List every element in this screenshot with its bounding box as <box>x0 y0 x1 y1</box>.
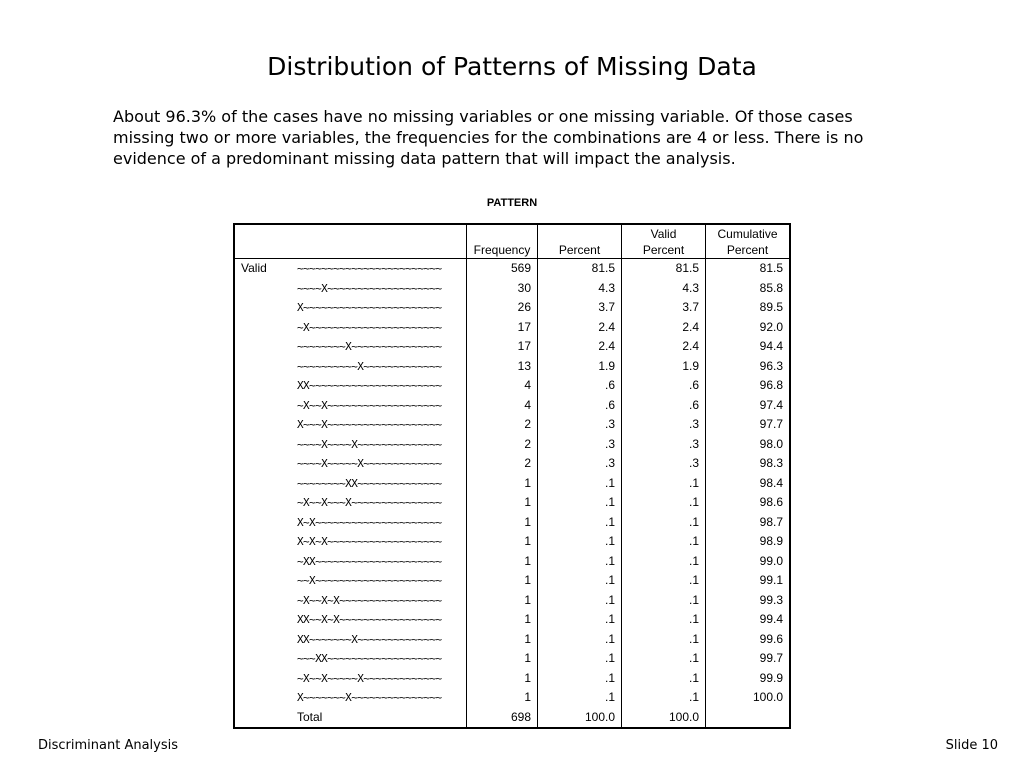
slide-title: Distribution of Patterns of Missing Data <box>267 52 757 81</box>
table-row <box>234 513 790 533</box>
row-cumulative-percent: 99.3 <box>706 591 791 611</box>
row-frequency: 2 <box>467 454 538 474</box>
row-label <box>234 279 291 299</box>
row-label <box>234 630 291 650</box>
row-cumulative-percent: 98.7 <box>706 513 791 533</box>
header-cumulative-percent <box>706 224 791 259</box>
row-frequency: 569 <box>467 259 538 279</box>
row-cumulative-percent: 99.6 <box>706 630 791 650</box>
row-pattern: ~~~XX~~~~~~~~~~~~~~~~~~~ <box>297 652 442 666</box>
total-label: Total <box>297 709 323 724</box>
row-frequency: 1 <box>467 591 538 611</box>
row-cumulative-percent: 85.8 <box>706 279 791 299</box>
row-label <box>234 493 291 513</box>
footer-slide-number: Slide 10 <box>945 738 998 753</box>
row-pattern: ~~~~X~~~~~X~~~~~~~~~~~~~ <box>297 457 442 471</box>
row-pattern: ~~~~X~~~~~~~~~~~~~~~~~~~ <box>297 281 442 295</box>
table-row <box>234 396 790 416</box>
row-valid-percent: .1 <box>622 493 706 513</box>
row-cumulative-percent: 98.0 <box>706 435 791 455</box>
table-row <box>234 630 790 650</box>
row-label <box>234 532 291 552</box>
row-label <box>234 318 291 338</box>
row-pattern: XX~~~~~~~X~~~~~~~~~~~~~~ <box>297 632 442 646</box>
row-cumulative-percent: 99.0 <box>706 552 791 572</box>
row-percent: .6 <box>538 396 622 416</box>
header-empty-label <box>234 224 291 259</box>
row-valid-percent: 3.7 <box>622 298 706 318</box>
row-valid-percent: 81.5 <box>622 259 706 279</box>
row-label: Valid <box>241 261 267 276</box>
row-percent: 3.7 <box>538 298 622 318</box>
row-valid-percent: .1 <box>622 552 706 572</box>
row-valid-percent: .1 <box>622 610 706 630</box>
row-pattern: ~~~~X~~~~X~~~~~~~~~~~~~~ <box>297 437 442 451</box>
row-pattern: X~X~~~~~~~~~~~~~~~~~~~~~ <box>297 515 442 529</box>
total-valid-percent: 100.0 <box>622 708 706 729</box>
row-frequency: 1 <box>467 688 538 708</box>
row-percent: .3 <box>538 415 622 435</box>
row-valid-percent: .1 <box>622 649 706 669</box>
row-frequency: 17 <box>467 337 538 357</box>
table-row <box>234 571 790 591</box>
row-valid-percent: .1 <box>622 513 706 533</box>
row-frequency: 1 <box>467 669 538 689</box>
row-cumulative-percent: 98.4 <box>706 474 791 494</box>
row-valid-percent: 4.3 <box>622 279 706 299</box>
row-pattern: ~~X~~~~~~~~~~~~~~~~~~~~~ <box>297 574 442 588</box>
row-frequency: 17 <box>467 318 538 338</box>
table-row <box>234 376 790 396</box>
row-label <box>234 396 291 416</box>
row-pattern: XX~~X~X~~~~~~~~~~~~~~~~~ <box>297 613 442 627</box>
row-pattern: ~~~~~~~~XX~~~~~~~~~~~~~~ <box>297 476 442 490</box>
row-percent: .1 <box>538 591 622 611</box>
row-valid-percent: .1 <box>622 591 706 611</box>
row-cumulative-percent: 98.6 <box>706 493 791 513</box>
row-frequency: 1 <box>467 493 538 513</box>
row-percent: 1.9 <box>538 357 622 377</box>
row-percent: .3 <box>538 435 622 455</box>
row-frequency: 2 <box>467 435 538 455</box>
row-frequency: 1 <box>467 474 538 494</box>
row-frequency: 1 <box>467 649 538 669</box>
row-cumulative-percent: 89.5 <box>706 298 791 318</box>
row-label <box>234 669 291 689</box>
row-pattern: ~~~~~~~~~~X~~~~~~~~~~~~~ <box>297 359 442 373</box>
row-valid-percent: .3 <box>622 435 706 455</box>
header-percent: Percent <box>538 224 622 259</box>
header-frequency: Frequency <box>467 224 538 259</box>
row-valid-percent: .1 <box>622 532 706 552</box>
row-frequency: 1 <box>467 630 538 650</box>
row-percent: 2.4 <box>538 318 622 338</box>
row-valid-percent: 1.9 <box>622 357 706 377</box>
table-row <box>234 532 790 552</box>
row-pattern: X~~~~~~~~~~~~~~~~~~~~~~~ <box>297 301 442 315</box>
row-cumulative-percent: 97.4 <box>706 396 791 416</box>
row-cumulative-percent: 99.1 <box>706 571 791 591</box>
row-percent: .1 <box>538 532 622 552</box>
header-cumulative-line1: Cumulative <box>717 227 778 241</box>
row-valid-percent: .3 <box>622 454 706 474</box>
header-empty-pattern <box>291 224 467 259</box>
row-pattern: ~X~~X~~~X~~~~~~~~~~~~~~~ <box>297 496 442 510</box>
row-valid-percent: .1 <box>622 688 706 708</box>
row-cumulative-percent: 94.4 <box>706 337 791 357</box>
row-percent: .1 <box>538 688 622 708</box>
row-label <box>234 454 291 474</box>
table-row <box>234 279 790 299</box>
table-row <box>234 669 790 689</box>
pattern-frequency-table <box>233 223 791 729</box>
row-label <box>234 513 291 533</box>
row-percent: .1 <box>538 474 622 494</box>
row-label <box>234 474 291 494</box>
row-valid-percent: .3 <box>622 415 706 435</box>
row-pattern: ~X~~X~~~~~X~~~~~~~~~~~~~ <box>297 671 442 685</box>
row-frequency: 1 <box>467 571 538 591</box>
row-cumulative-percent: 100.0 <box>706 688 791 708</box>
row-pattern: X~~~X~~~~~~~~~~~~~~~~~~~ <box>297 418 442 432</box>
row-label <box>234 435 291 455</box>
total-cumulative-percent <box>706 708 791 729</box>
row-cumulative-percent: 98.9 <box>706 532 791 552</box>
row-pattern: ~~~~~~~~X~~~~~~~~~~~~~~~ <box>297 340 442 354</box>
row-cumulative-percent: 99.9 <box>706 669 791 689</box>
row-percent: .1 <box>538 493 622 513</box>
row-cumulative-percent: 99.4 <box>706 610 791 630</box>
row-frequency: 30 <box>467 279 538 299</box>
row-frequency: 4 <box>467 376 538 396</box>
table-row <box>234 493 790 513</box>
row-label <box>234 415 291 435</box>
row-valid-percent: .1 <box>622 669 706 689</box>
table-row <box>234 298 790 318</box>
header-valid-line2: Percent <box>642 243 685 257</box>
row-valid-percent: .6 <box>622 396 706 416</box>
intro-paragraph: About 96.3% of the cases have no missing variables or one missing variable. Of those cases missing two or more variables, the frequencies for the combinations are 4 or less. There is no evidence of a predominant missing data pattern that will impact the analysis. <box>113 107 864 168</box>
header-valid-line1: Valid <box>650 227 677 241</box>
total-percent: 100.0 <box>538 708 622 729</box>
row-valid-percent: 2.4 <box>622 337 706 357</box>
row-label <box>234 610 291 630</box>
row-cumulative-percent: 96.8 <box>706 376 791 396</box>
footer-course-title: Discriminant Analysis <box>38 738 179 753</box>
row-pattern: XX~~~~~~~~~~~~~~~~~~~~~~ <box>297 379 442 393</box>
header-valid-percent <box>622 224 706 259</box>
row-frequency: 1 <box>467 610 538 630</box>
row-cumulative-percent: 92.0 <box>706 318 791 338</box>
table-row <box>234 454 790 474</box>
row-pattern: X~~~~~~~X~~~~~~~~~~~~~~~ <box>297 691 442 705</box>
row-cumulative-percent: 99.7 <box>706 649 791 669</box>
table-row <box>234 474 790 494</box>
table-row <box>234 415 790 435</box>
table-title: PATTERN <box>486 197 538 209</box>
table-row <box>234 688 790 708</box>
row-valid-percent: .1 <box>622 630 706 650</box>
row-frequency: 2 <box>467 415 538 435</box>
table-row <box>234 610 790 630</box>
row-percent: .1 <box>538 649 622 669</box>
row-valid-percent: .1 <box>622 571 706 591</box>
row-pattern: ~X~~X~X~~~~~~~~~~~~~~~~~ <box>297 593 442 607</box>
table-row <box>234 552 790 572</box>
row-percent: .1 <box>538 571 622 591</box>
row-cumulative-percent: 96.3 <box>706 357 791 377</box>
table-row <box>234 435 790 455</box>
row-cumulative-percent: 98.3 <box>706 454 791 474</box>
total-frequency: 698 <box>467 708 538 729</box>
row-percent: .1 <box>538 630 622 650</box>
table-total-row <box>234 708 790 729</box>
row-percent: 2.4 <box>538 337 622 357</box>
row-frequency: 26 <box>467 298 538 318</box>
table-row <box>234 337 790 357</box>
row-pattern: X~X~X~~~~~~~~~~~~~~~~~~~ <box>297 535 442 549</box>
header-cumulative-line2: Percent <box>726 243 769 257</box>
row-label <box>234 337 291 357</box>
row-label <box>234 298 291 318</box>
row-pattern: ~X~~~~~~~~~~~~~~~~~~~~~~ <box>297 320 442 334</box>
row-frequency: 1 <box>467 513 538 533</box>
row-valid-percent: 2.4 <box>622 318 706 338</box>
row-pattern: ~X~~X~~~~~~~~~~~~~~~~~~~ <box>297 398 442 412</box>
row-label <box>234 376 291 396</box>
total-empty-label <box>234 708 291 729</box>
row-frequency: 1 <box>467 532 538 552</box>
row-label <box>234 571 291 591</box>
row-frequency: 4 <box>467 396 538 416</box>
row-percent: 81.5 <box>538 259 622 279</box>
row-percent: .3 <box>538 454 622 474</box>
row-pattern: ~XX~~~~~~~~~~~~~~~~~~~~~ <box>297 554 442 568</box>
row-cumulative-percent: 81.5 <box>706 259 791 279</box>
row-label <box>234 649 291 669</box>
row-frequency: 1 <box>467 552 538 572</box>
table-row <box>234 649 790 669</box>
row-pattern: ~~~~~~~~~~~~~~~~~~~~~~~~ <box>297 262 442 276</box>
table-body <box>234 259 790 708</box>
row-valid-percent: .1 <box>622 474 706 494</box>
row-percent: .1 <box>538 669 622 689</box>
row-percent: .1 <box>538 610 622 630</box>
row-valid-percent: .6 <box>622 376 706 396</box>
row-label <box>234 552 291 572</box>
table-row <box>234 591 790 611</box>
row-label <box>234 688 291 708</box>
row-cumulative-percent: 97.7 <box>706 415 791 435</box>
row-frequency: 13 <box>467 357 538 377</box>
row-label <box>234 357 291 377</box>
row-percent: .1 <box>538 513 622 533</box>
row-percent: .6 <box>538 376 622 396</box>
table-row <box>234 357 790 377</box>
row-label <box>234 591 291 611</box>
pattern-table-container <box>233 190 793 726</box>
table-row <box>234 318 790 338</box>
row-percent: .1 <box>538 552 622 572</box>
table-header-row <box>234 224 790 259</box>
row-percent: 4.3 <box>538 279 622 299</box>
table-row <box>234 259 790 279</box>
